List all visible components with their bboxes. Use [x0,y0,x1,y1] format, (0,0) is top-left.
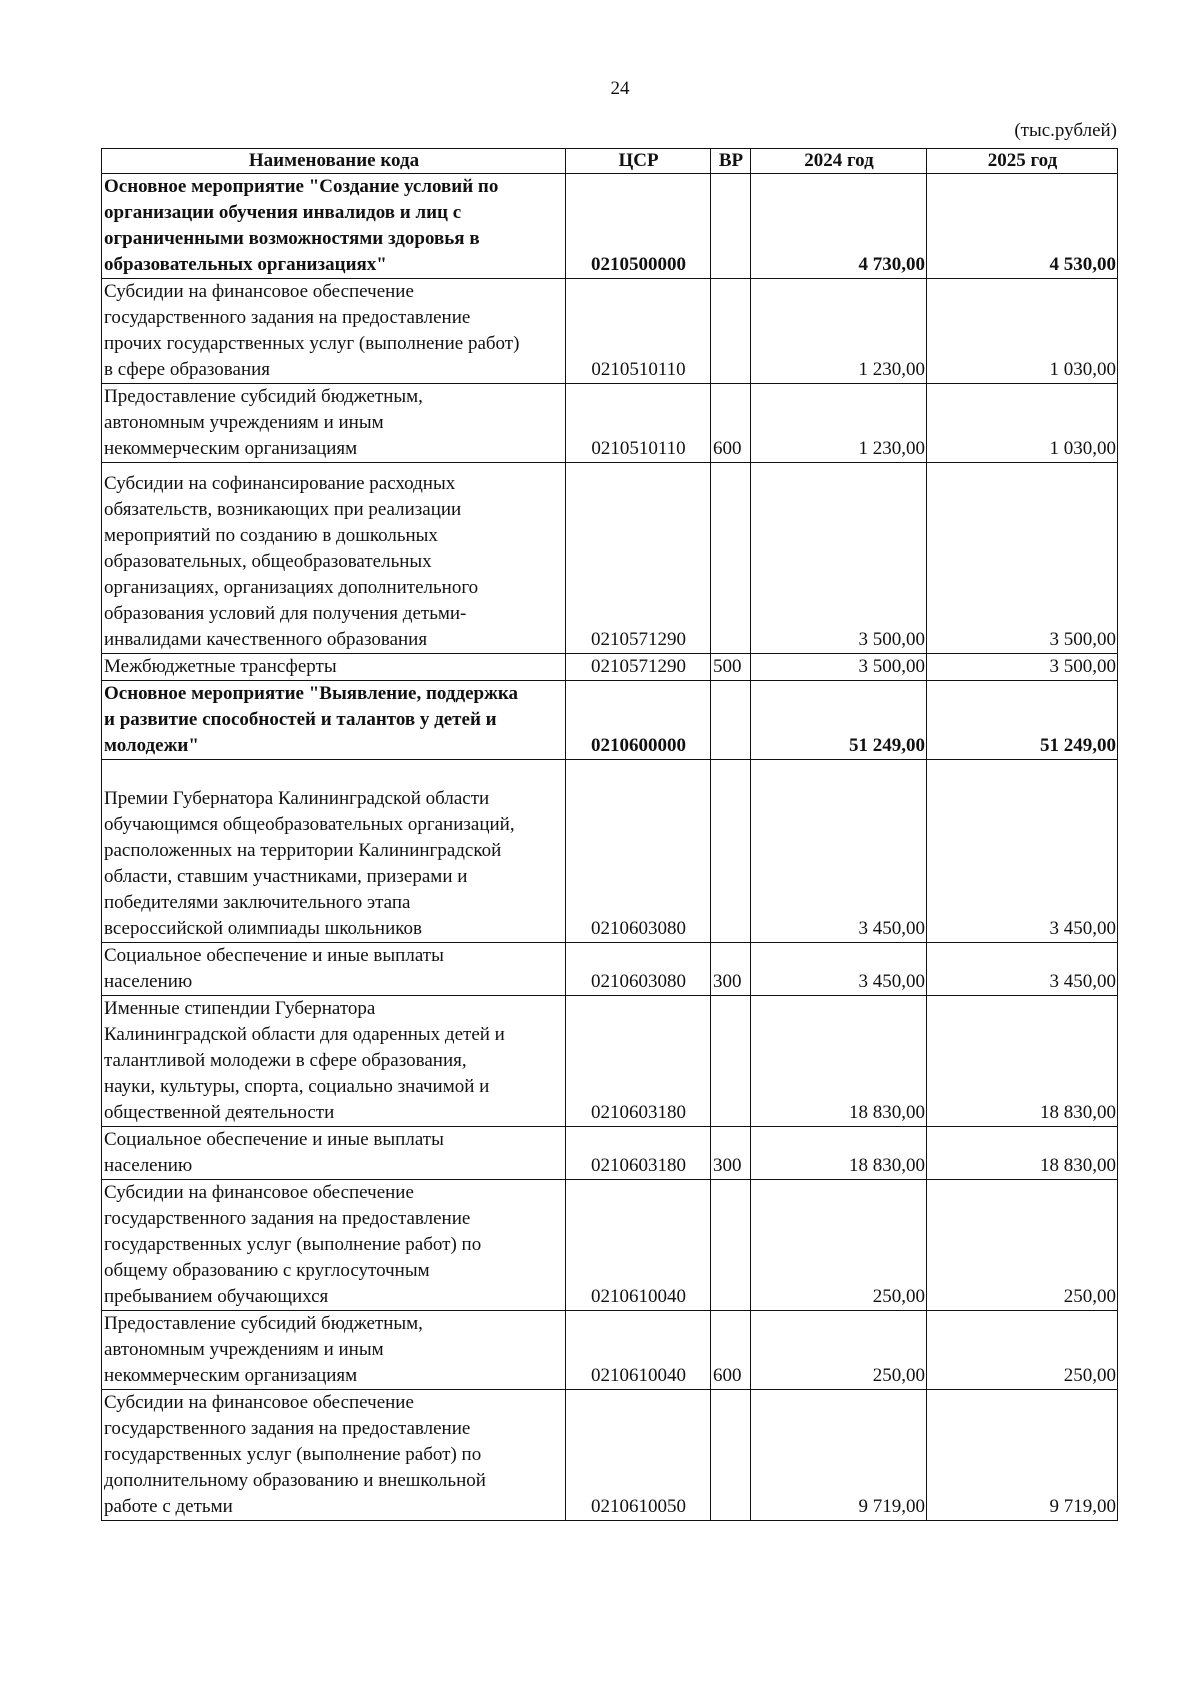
row-amount-2025: 250,00 [927,1311,1118,1390]
table-header-row [102,149,1118,174]
table-row [102,943,1118,996]
row-vr [711,279,751,384]
row-vr [711,681,751,760]
row-csr: 0210603180 [566,1127,711,1180]
row-amount-2025: 1 030,00 [927,279,1118,384]
row-amount-2024: 9 719,00 [751,1390,927,1521]
row-name: Субсидии на финансовое обеспечение государственного задания на предоставление прочих государственных услуг (выполнение работ) в сфере образования [102,279,566,384]
row-amount-2025: 3 450,00 [927,760,1118,943]
row-amount-2024: 18 830,00 [751,996,927,1127]
row-amount-2024: 3 500,00 [751,463,927,654]
table-row [102,654,1118,681]
row-amount-2025: 4 530,00 [927,174,1118,279]
header-name: Наименование кода [102,149,566,174]
header-year-2024: 2024 год [751,149,927,174]
table-row [102,1127,1118,1180]
row-csr: 0210610050 [566,1390,711,1521]
row-amount-2024: 250,00 [751,1180,927,1311]
row-csr: 0210571290 [566,654,711,681]
row-csr: 0210571290 [566,463,711,654]
row-amount-2025: 250,00 [927,1180,1118,1311]
row-vr [711,760,751,943]
row-vr: 500 [711,654,751,681]
row-vr: 600 [711,384,751,463]
header-vr: ВР [711,149,751,174]
units-label: (тыс.рублей) [1014,120,1117,141]
row-csr: 0210500000 [566,174,711,279]
row-amount-2025: 3 500,00 [927,463,1118,654]
row-amount-2024: 1 230,00 [751,384,927,463]
table-row [102,681,1118,760]
table-row [102,384,1118,463]
table-row [102,1180,1118,1311]
row-vr: 300 [711,1127,751,1180]
row-csr: 0210603080 [566,760,711,943]
row-name: Основное мероприятие "Выявление, поддержка и развитие способностей и талантов у детей и молодежи" [102,681,566,760]
row-amount-2024: 4 730,00 [751,174,927,279]
row-name: Премии Губернатора Калининградской области обучающимся общеобразовательных организаций, расположенных на территории Калининградской области, ставшим участниками, призерами и победителями заключительного этапа всероссийской олимпиады школьников [102,760,566,943]
row-csr: 0210610040 [566,1311,711,1390]
row-amount-2025: 18 830,00 [927,996,1118,1127]
table-row [102,463,1118,654]
row-amount-2024: 1 230,00 [751,279,927,384]
row-amount-2025: 3 450,00 [927,943,1118,996]
page-number: 24 [610,78,630,99]
row-name: Основное мероприятие "Создание условий по организации обучения инвалидов и лиц с ограниченными возможностями здоровья в образовательных организациях" [102,174,566,279]
header-year-2025: 2025 год [927,149,1118,174]
row-csr: 0210600000 [566,681,711,760]
row-vr [711,463,751,654]
table-row [102,279,1118,384]
row-amount-2025: 3 500,00 [927,654,1118,681]
row-amount-2024: 3 500,00 [751,654,927,681]
budget-table [101,148,1118,1521]
row-vr [711,1180,751,1311]
row-csr: 0210510110 [566,384,711,463]
row-vr [711,996,751,1127]
table-row [102,760,1118,943]
row-csr: 0210610040 [566,1180,711,1311]
table-row [102,1311,1118,1390]
row-vr: 300 [711,943,751,996]
table-row [102,174,1118,279]
row-amount-2025: 1 030,00 [927,384,1118,463]
row-amount-2025: 18 830,00 [927,1127,1118,1180]
row-name: Предоставление субсидий бюджетным, автономным учреждениям и иным некоммерческим организациям [102,1311,566,1390]
row-name: Межбюджетные трансферты [102,654,566,681]
row-csr: 0210603080 [566,943,711,996]
row-vr [711,1390,751,1521]
row-name: Социальное обеспечение и иные выплаты населению [102,1127,566,1180]
row-amount-2024: 3 450,00 [751,943,927,996]
row-name: Субсидии на финансовое обеспечение государственного задания на предоставление государственных услуг (выполнение работ) по дополнительному образованию и внешкольной работе с детьми [102,1390,566,1521]
header-csr: ЦСР [566,149,711,174]
row-amount-2024: 250,00 [751,1311,927,1390]
table-row [102,996,1118,1127]
row-name: Предоставление субсидий бюджетным, автономным учреждениям и иным некоммерческим организациям [102,384,566,463]
row-csr: 0210603180 [566,996,711,1127]
row-name: Субсидии на софинансирование расходных обязательств, возникающих при реализации мероприятий по созданию в дошкольных образовательных, общеобразовательных организациях, организациях дополнительного образования условий для получения детьми- инвалидами качественного образования [102,463,566,654]
table-row [102,1390,1118,1521]
row-name: Социальное обеспечение и иные выплаты населению [102,943,566,996]
row-amount-2025: 51 249,00 [927,681,1118,760]
row-name: Именные стипендии Губернатора Калининградской области для одаренных детей и талантливой молодежи в сфере образования, науки, культуры, спорта, социально значимой и общественной деятельности [102,996,566,1127]
row-csr: 0210510110 [566,279,711,384]
row-vr: 600 [711,1311,751,1390]
row-amount-2025: 9 719,00 [927,1390,1118,1521]
row-vr [711,174,751,279]
row-amount-2024: 18 830,00 [751,1127,927,1180]
row-amount-2024: 51 249,00 [751,681,927,760]
row-amount-2024: 3 450,00 [751,760,927,943]
row-name: Субсидии на финансовое обеспечение государственного задания на предоставление государственных услуг (выполнение работ) по общему образованию с круглосуточным пребыванием обучающихся [102,1180,566,1311]
